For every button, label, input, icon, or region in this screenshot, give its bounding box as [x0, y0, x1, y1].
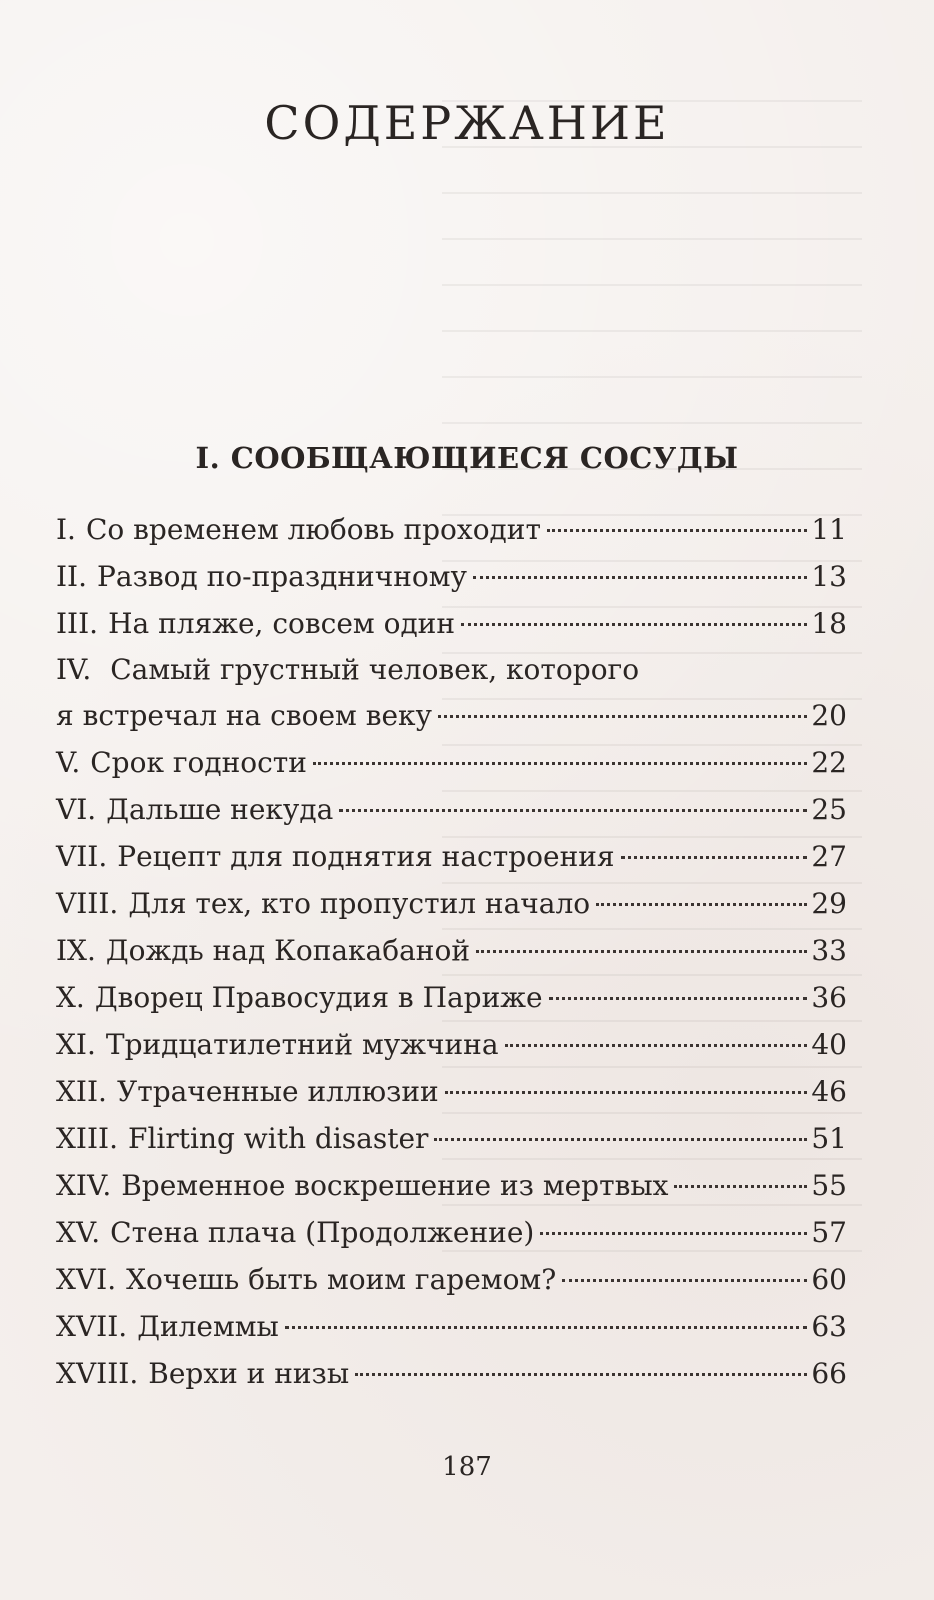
- dot-leader: [621, 856, 808, 859]
- entry-number: III.: [56, 607, 99, 640]
- entry-number: VIII.: [56, 887, 119, 920]
- entry-title: На пляже, совсем один: [108, 607, 456, 640]
- dot-leader: [461, 623, 807, 626]
- dot-leader: [505, 1044, 808, 1047]
- entry-page: 55: [811, 1169, 847, 1202]
- entry-title: Самый грустный человек, которого: [110, 653, 640, 686]
- entry-page: 33: [811, 934, 847, 967]
- entry-number: V.: [56, 746, 81, 779]
- entry-number: IV.: [56, 653, 92, 686]
- entry-title: Flirting with disaster: [128, 1122, 429, 1155]
- entry-number: XIII.: [56, 1122, 119, 1155]
- entry-title: Дворец Правосудия в Париже: [94, 981, 543, 1014]
- entry-title-continuation: я встречал на своем веку: [56, 699, 433, 732]
- entry-number: VII.: [56, 840, 108, 873]
- entry-title: Временное воскрешение из мертвых: [121, 1169, 669, 1202]
- toc-entry-17[interactable]: [56, 1303, 847, 1350]
- entry-page: 13: [811, 560, 847, 593]
- dot-leader: [445, 1091, 808, 1094]
- toc-entry-16[interactable]: [56, 1256, 847, 1303]
- dot-leader: [562, 1279, 807, 1282]
- entry-page: 63: [811, 1310, 847, 1343]
- ghost-line: [442, 238, 862, 240]
- entry-title: Тридцатилетний мужчина: [105, 1028, 499, 1061]
- dot-leader: [473, 576, 807, 579]
- toc-entry-10[interactable]: [56, 974, 847, 1021]
- entry-title: Стена плача (Продолжение): [110, 1216, 535, 1249]
- entry-page: 66: [811, 1357, 847, 1390]
- ghost-line: [442, 376, 862, 378]
- section-title: I. СООБЩАЮЩИЕСЯ СОСУДЫ: [195, 441, 739, 475]
- toc-entry-7[interactable]: [56, 833, 847, 880]
- entry-page: 11: [811, 513, 847, 546]
- dot-leader: [596, 903, 807, 906]
- toc-entry-2[interactable]: [56, 553, 847, 600]
- ghost-line: [442, 284, 862, 286]
- entry-title: Рецепт для поднятия настроения: [117, 840, 615, 873]
- toc-entry-8[interactable]: [56, 880, 847, 927]
- dot-leader: [313, 762, 807, 765]
- toc-entry-12[interactable]: [56, 1068, 847, 1115]
- entry-number: VI.: [56, 793, 97, 826]
- entry-title: Развод по-праздничному: [97, 560, 467, 593]
- toc-entry-1[interactable]: [56, 506, 847, 553]
- entry-title: Со временем любовь проходит: [85, 513, 541, 546]
- entry-page: 25: [811, 793, 847, 826]
- toc-entry-15[interactable]: [56, 1209, 847, 1256]
- entry-number: X.: [56, 981, 85, 1014]
- entry-page: 40: [811, 1028, 847, 1061]
- page-title: СОДЕРЖАНИЕ: [264, 96, 670, 150]
- entry-page: 60: [811, 1263, 847, 1296]
- entry-number: XII.: [56, 1075, 107, 1108]
- dot-leader: [547, 529, 807, 532]
- dot-leader: [549, 997, 808, 1000]
- entry-title: Дождь над Копакабаной: [105, 934, 470, 967]
- entry-number: XI.: [56, 1028, 96, 1061]
- entry-number: II.: [56, 560, 88, 593]
- entry-number: XVII.: [56, 1310, 128, 1343]
- dot-leader: [434, 1138, 807, 1141]
- entry-number: IX.: [56, 934, 96, 967]
- entry-number: XVIII.: [56, 1357, 139, 1390]
- ghost-line: [442, 330, 862, 332]
- page-number: 187: [442, 1452, 492, 1482]
- dot-leader: [674, 1185, 807, 1188]
- toc-entry-3[interactable]: [56, 600, 847, 647]
- toc-entry-9[interactable]: [56, 927, 847, 974]
- entry-title: Для тех, кто пропустил начало: [128, 887, 591, 920]
- ghost-line: [442, 422, 862, 424]
- entry-number: XIV.: [56, 1169, 112, 1202]
- toc-entry-5[interactable]: [56, 739, 847, 786]
- entry-page: 51: [811, 1122, 847, 1155]
- dot-leader: [355, 1373, 807, 1376]
- entry-page: 22: [811, 746, 847, 779]
- entry-title: Хочешь быть моим гаремом?: [126, 1263, 557, 1296]
- entry-number: XV.: [56, 1216, 101, 1249]
- entry-title: Утраченные иллюзии: [116, 1075, 439, 1108]
- toc-entry-11[interactable]: [56, 1021, 847, 1068]
- ghost-line: [442, 192, 862, 194]
- entry-page: 36: [811, 981, 847, 1014]
- toc-entry-18[interactable]: [56, 1350, 847, 1397]
- dot-leader: [339, 809, 807, 812]
- entry-number: XVI.: [56, 1263, 117, 1296]
- entry-number: I.: [56, 513, 76, 546]
- entry-page: 46: [811, 1075, 847, 1108]
- entry-title: Дальше некуда: [106, 793, 334, 826]
- entry-title: Срок годности: [90, 746, 307, 779]
- entry-title: Верхи и низы: [148, 1357, 350, 1390]
- entry-page: 57: [811, 1216, 847, 1249]
- toc-entry-6[interactable]: [56, 786, 847, 833]
- toc-entry-14[interactable]: [56, 1162, 847, 1209]
- dot-leader: [285, 1326, 808, 1329]
- entry-page: 29: [811, 887, 847, 920]
- entry-title: Дилеммы: [137, 1310, 279, 1343]
- entry-page: 20: [811, 699, 847, 732]
- toc-entry-13[interactable]: [56, 1115, 847, 1162]
- table-of-contents: [56, 506, 847, 1397]
- dot-leader: [540, 1232, 807, 1235]
- entry-page: 18: [811, 607, 847, 640]
- dot-leader: [476, 950, 807, 953]
- entry-page: 27: [811, 840, 847, 873]
- dot-leader: [438, 715, 807, 718]
- toc-entry-4[interactable]: [56, 647, 847, 739]
